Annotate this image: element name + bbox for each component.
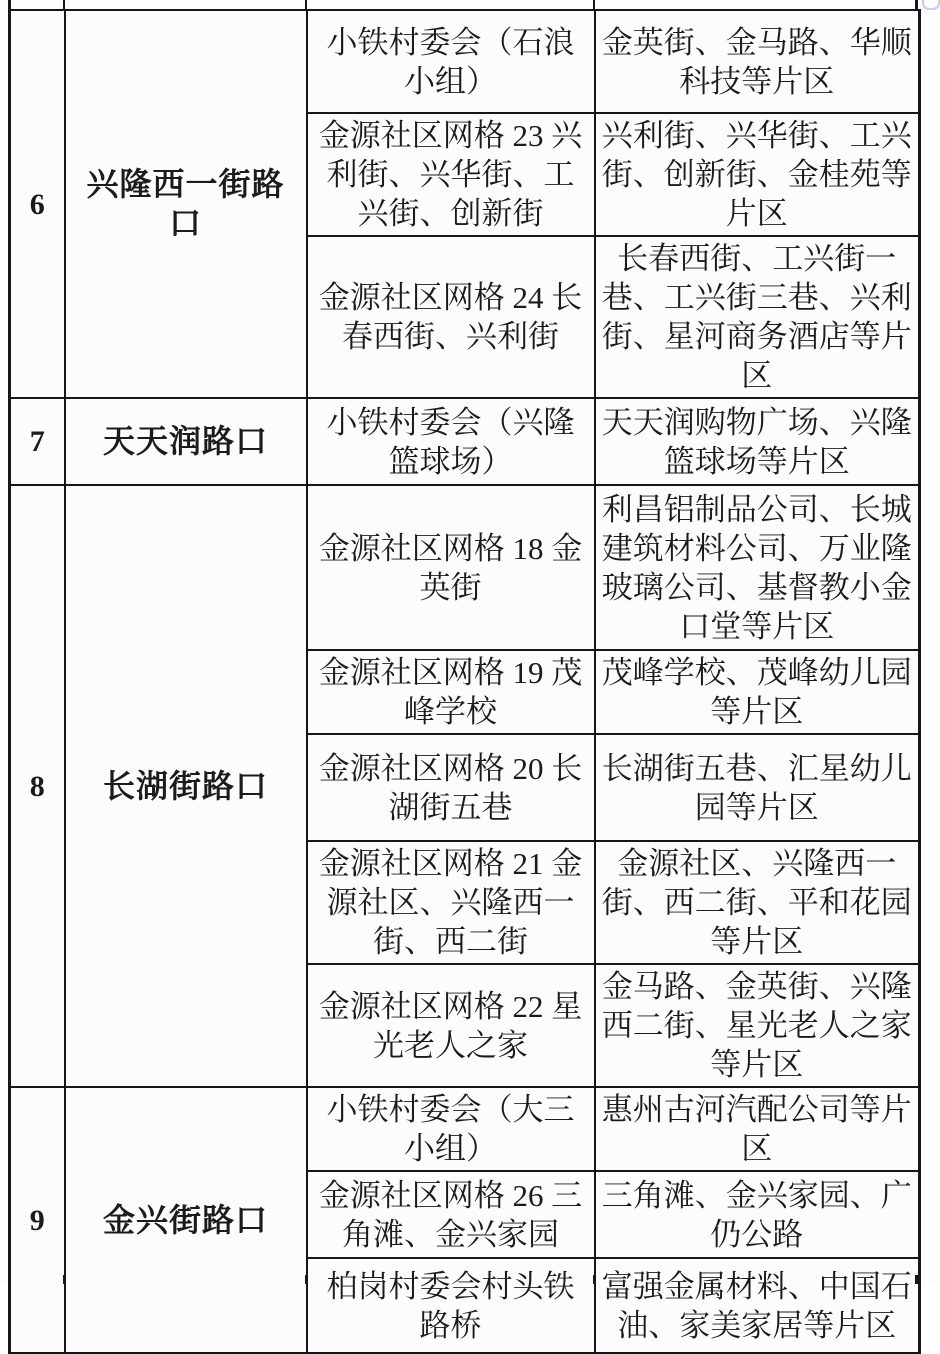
table-body: [10, 10, 920, 1353]
grid-cell: 金源社区网格 18 金英街: [307, 485, 595, 650]
corner-artifact: [922, 0, 940, 10]
row-number-cell: 6: [10, 10, 65, 398]
table-row: [10, 10, 920, 113]
grid-cell: 小铁村委会（石浪小组）: [307, 10, 595, 113]
intersection-cell: 金兴街路口: [65, 1087, 307, 1353]
areas-cell: 长湖街五巷、汇星幼儿园等片区: [595, 734, 920, 841]
table-row: [10, 1087, 920, 1171]
table-row: [10, 485, 920, 650]
areas-cell: 富强金属材料、中国石油、家美家居等片区: [595, 1258, 920, 1353]
row-number-cell: 8: [10, 485, 65, 1087]
grid-cell: 金源社区网格 20 长湖街五巷: [307, 734, 595, 841]
areas-cell: 金英街、金马路、华顺科技等片区: [595, 10, 920, 113]
intersection-grid-table: [8, 9, 921, 1354]
row-number-cell: 7: [10, 398, 65, 485]
grid-cell: 金源社区网格 24 长春西街、兴利街: [307, 236, 595, 398]
grid-cell: 小铁村委会（大三小组）: [307, 1087, 595, 1171]
grid-cell: 小铁村委会（兴隆篮球场）: [307, 398, 595, 485]
areas-cell: 长春西街、工兴街一巷、工兴街三巷、兴利街、星河商务酒店等片区: [595, 236, 920, 398]
intersection-cell: 天天润路口: [65, 398, 307, 485]
grid-cell: 金源社区网格 19 茂峰学校: [307, 650, 595, 734]
areas-cell: 金马路、金英街、兴隆西二街、星光老人之家等片区: [595, 964, 920, 1087]
areas-cell: 利昌铝制品公司、长城建筑材料公司、万业隆玻璃公司、基督教小金口堂等片区: [595, 485, 920, 650]
intersection-cell: 兴隆西一街路口: [65, 10, 307, 398]
grid-cell: 金源社区网格 21 金源社区、兴隆西一街、西二街: [307, 841, 595, 964]
areas-cell: 兴利街、兴华街、工兴街、创新街、金桂苑等片区: [595, 113, 920, 236]
areas-cell: 天天润购物广场、兴隆篮球场等片区: [595, 398, 920, 485]
grid-cell: 柏岗村委会村头铁路桥: [307, 1258, 595, 1353]
table-row: [10, 398, 920, 485]
areas-cell: 惠州古河汽配公司等片区: [595, 1087, 920, 1171]
grid-cell: 金源社区网格 26 三角滩、金兴家园: [307, 1171, 595, 1258]
row-number-cell: 9: [10, 1087, 65, 1353]
intersection-cell: 长湖街路口: [65, 485, 307, 1087]
areas-cell: 三角滩、金兴家园、广仍公路: [595, 1171, 920, 1258]
grid-cell: 金源社区网格 22 星光老人之家: [307, 964, 595, 1087]
grid-cell: 金源社区网格 23 兴利街、兴华街、工兴街、创新街: [307, 113, 595, 236]
areas-cell: 金源社区、兴隆西一街、西二街、平和花园等片区: [595, 841, 920, 964]
areas-cell: 茂峰学校、茂峰幼儿园等片区: [595, 650, 920, 734]
